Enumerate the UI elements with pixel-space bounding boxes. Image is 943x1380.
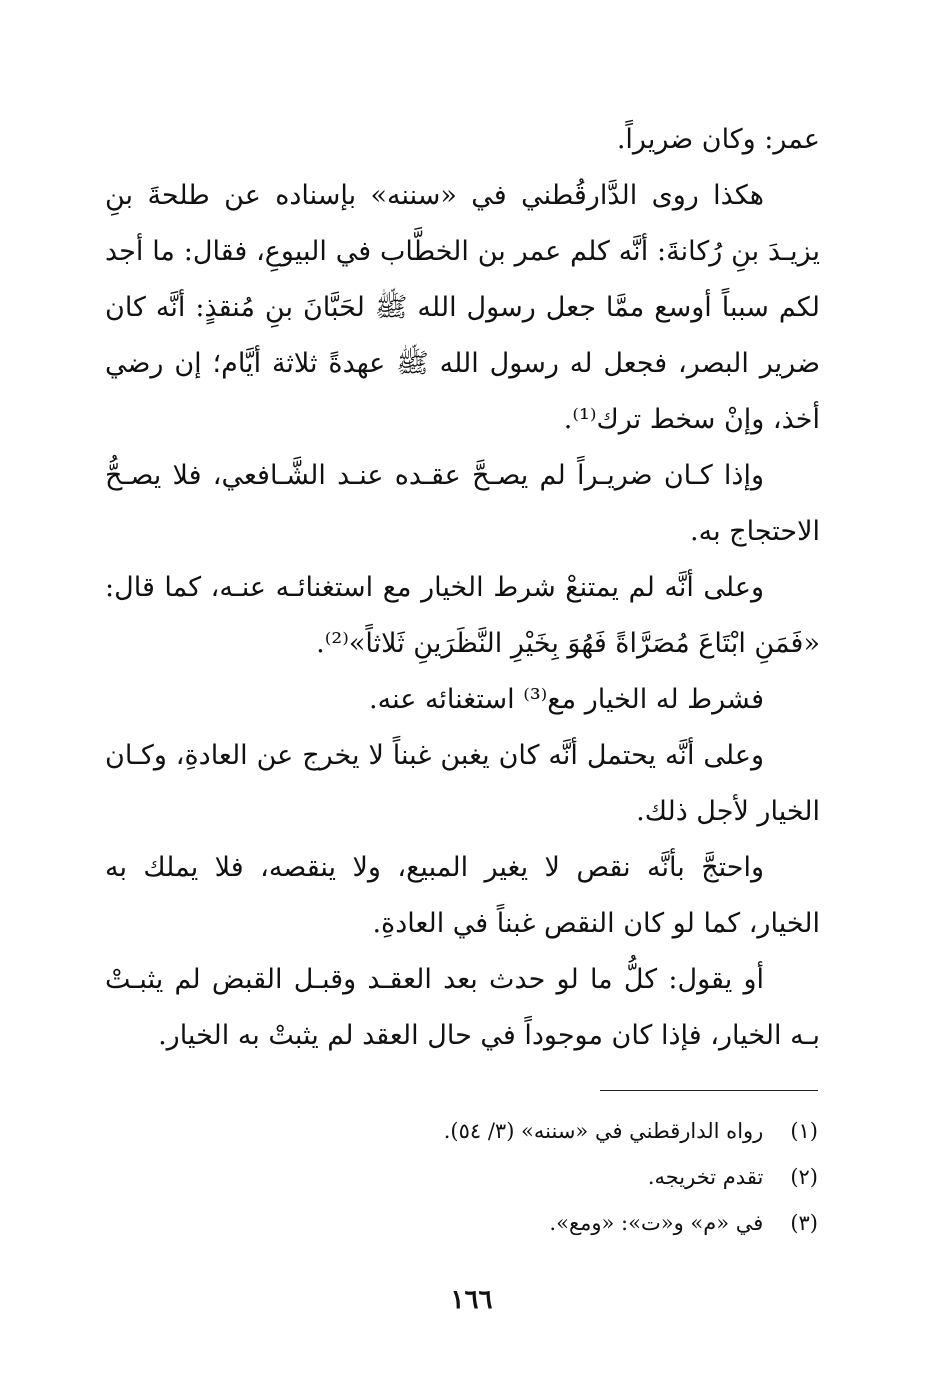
footnote-text: رواه الدارقطني في «سننه» (٣/ ٥٤). [443,1119,764,1143]
footnote-2 [300,1154,818,1200]
footnote-number: (١) [790,1119,818,1143]
paragraph-2: هكذا روى الدَّارقُطني في «سننه» بإسناده عن طلحةَ بنِ يزيـدَ بنِ رُكانةَ: أنَّه كلم عمر بن الخطَّاب في البيوعِ، فقال: ما أجد لكم سبباً أوسع ممَّا جعل رسول الله ﷺ لحَبَّانَ بنِ مُنقذٍ: أنَّه كان ضرير البصر، فجعل له رسول الله ﷺ عهدةً ثلاثة أيَّام؛ إن رضي أخذ، وإنْ سخط ترك⁽¹⁾. [105,180,820,435]
footnote-text: في «م» و«ت»: «ومع». [549,1211,764,1235]
paragraph-6: وعلى أنَّه يحتمل أنَّه كان يغبن غبناً لا يخرج عن العادةِ، وكـان الخيار لأجل ذلك. [105,740,820,827]
page-number: ١٦٦ [450,1285,493,1315]
paragraph-7: واحتجَّ بأنَّه نقص لا يغير المبيع، ولا ينقصه، فلا يملك به الخيار، كما لو كان النقص غبناً في العادةِ. [105,852,820,939]
paragraph-1: عمر: وكان ضريراً. [616,124,820,155]
paragraph-3: وإذا كـان ضريـراً لم يصـحَّ عقـده عنـد الشَّـافعي، فلا يصـحُّ الاحتجاج به. [105,460,820,547]
footnote-text: تقدم تخريجه. [647,1165,764,1189]
footnotes [300,1108,818,1246]
paragraph-5: فشرط له الخيار مع⁽³⁾ استغنائه عنه. [369,684,764,715]
footnote-divider [600,1090,818,1091]
paragraph-8: أو يقول: كلُّ ما لو حدث بعد العقـد وقبـل القبض لم يثبـتْ بـه الخيار، فإذا كان موجوداً في حال العقد لم يثبتْ به الخيار. [105,964,820,1051]
main-text [105,112,820,1064]
footnote-1 [300,1108,818,1154]
paragraph-4: وعلى أنَّه لم يمتنعْ شرط الخيار مع استغنائـه عنـه، كما قال: «فَمَنِ ابْتَاعَ مُصَرَّاةً فَهُوَ بِخَيْرِ النَّظَرَينِ ثَلاثاً»⁽²⁾. [105,572,820,659]
footnote-number: (٣) [790,1211,818,1235]
footnote-3 [300,1200,818,1246]
footnote-number: (٢) [790,1165,818,1189]
